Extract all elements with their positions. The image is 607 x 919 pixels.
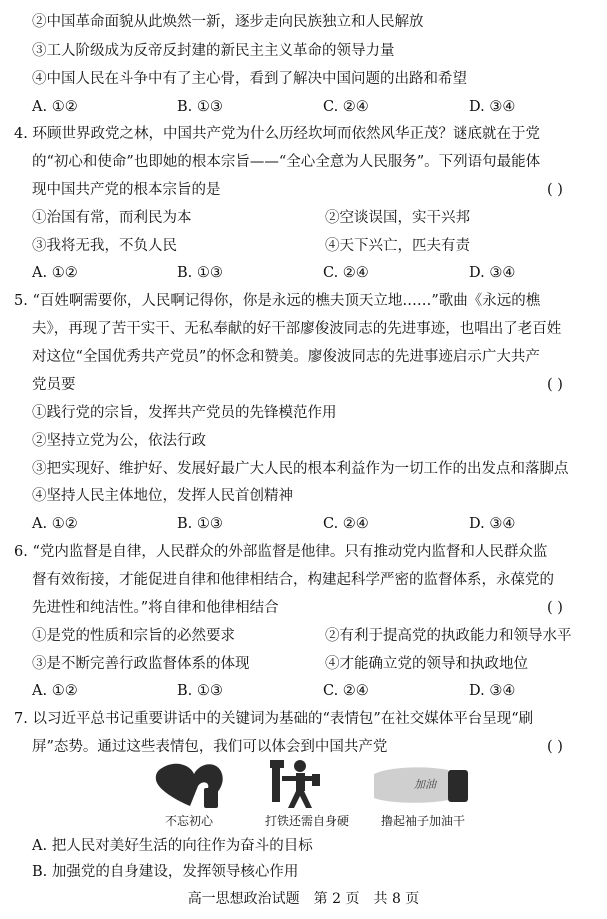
q4-statement-1: ①治国有常，而利民为本 (32, 210, 192, 226)
q6-stem-line3: 先进性和纯洁性。”将自律和他律相结合 (32, 600, 279, 616)
q5-option-a[interactable]: A. ①② (32, 516, 78, 532)
q4-statement-3: ③我将无我，不负人民 (32, 238, 177, 254)
q5-stem-line3: 对这位“全国优秀共产党员”的怀念和赞美。廖俊波同志的先进事迹启示广大共产 (32, 349, 540, 365)
q7-answer-blank[interactable]: ( ) (547, 739, 563, 755)
sleeve-text: 加油 (414, 778, 436, 791)
q5-options (32, 514, 592, 534)
q4-option-b[interactable]: B. ①③ (177, 265, 223, 281)
q6-stem-line1: 6. “党内监督是自律，人民群众的外部监督是他律。只有推动党内监督和人民群众监 (14, 544, 548, 560)
q4-stem-line1: 4. 环顾世界政党之林，中国共产党为什么历经坎坷而依然风华正茂？谜底就在于党 (14, 126, 540, 142)
q4-option-a[interactable]: A. ①② (32, 265, 78, 281)
q7-option-b[interactable]: B. 加强党的自身建设，发挥领导核心作用 (32, 864, 299, 880)
q4-options (32, 263, 592, 283)
q5-answer-blank[interactable]: ( ) (547, 377, 563, 393)
q3-option-c[interactable]: C. ②④ (323, 99, 369, 115)
q4-option-c[interactable]: C. ②④ (323, 265, 369, 281)
sleeve-icon-label: 撸起袖子加油干 (381, 814, 466, 828)
q6-stem-line2: 督有效衔接，才能促进自律和他律相结合，构建起科学严密的监督体系，永葆党的 (32, 572, 554, 588)
q4-answer-blank[interactable]: ( ) (547, 182, 563, 198)
blacksmith-icon (268, 758, 328, 810)
heart-icon-label: 不忘初心 (165, 814, 214, 828)
heart-icon (150, 762, 230, 812)
q5-statement-4: ④坚持人民主体地位，发挥人民首创精神 (32, 488, 293, 504)
q6-statement-2: ②有利于提高党的执政能力和领导水平 (325, 628, 572, 644)
q6-answer-blank[interactable]: ( ) (547, 600, 563, 616)
q5-option-d[interactable]: D. ③④ (469, 516, 516, 532)
q3-option-a[interactable]: A. ①② (32, 99, 78, 115)
q7-stem-line1: 7. 以习近平总书记重要讲话中的关键词为基础的“表情包”在社交媒体平台呈现“刷 (14, 711, 534, 727)
q5-stem-line4: 党员要 (32, 377, 76, 393)
q3-option-d[interactable]: D. ③④ (469, 99, 516, 115)
q6-option-c[interactable]: C. ②④ (323, 683, 369, 699)
q3-statement-4: ④中国人民在斗争中有了主心骨，看到了解决中国问题的出路和希望 (32, 71, 467, 87)
q6-option-d[interactable]: D. ③④ (469, 683, 516, 699)
q5-option-b[interactable]: B. ①③ (177, 516, 223, 532)
q6-option-b[interactable]: B. ①③ (177, 683, 223, 699)
q7-stem-line2: 屏”态势。通过这些表情包，我们可以体会到中国共产党 (32, 739, 388, 755)
q4-statement-2: ②空谈误国，实干兴邦 (325, 210, 470, 226)
q5-statement-2: ②坚持立党为公，依法行政 (32, 433, 206, 449)
q3-options (32, 97, 592, 117)
page-footer: 高一思想政治试题 第 2 页 共 8 页 (187, 891, 420, 907)
q6-option-a[interactable]: A. ①② (32, 683, 78, 699)
q4-statement-4: ④天下兴亡，匹夫有责 (325, 238, 470, 254)
q6-statement-1: ①是党的性质和宗旨的必然要求 (32, 628, 235, 644)
q5-stem-line2: 夫》，再现了苦干实干、无私奉献的好干部廖俊波同志的先进事迹，也唱出了老百姓 (32, 321, 562, 337)
q6-options (32, 681, 592, 701)
q3-statement-3: ③工人阶级成为反帝反封建的新民主主义革命的领导力量 (32, 43, 395, 59)
q3-option-b[interactable]: B. ①③ (177, 99, 223, 115)
q4-stem-line2: 的“初心和使命”也即她的根本宗旨——“全心全意为人民服务”。下列语句最能体 (32, 154, 541, 170)
q6-statement-4: ④才能确立党的领导和执政地位 (325, 656, 528, 672)
rolled-sleeve-icon (370, 764, 472, 806)
q5-option-c[interactable]: C. ②④ (323, 516, 369, 532)
q6-statement-3: ③是不断完善行政监督体系的体现 (32, 656, 250, 672)
q7-option-a[interactable]: A. 把人民对美好生活的向往作为奋斗的目标 (32, 838, 313, 854)
q5-stem-line1: 5. “百姓啊需要你，人民啊记得你，你是永远的樵夫顶天立地……”歌曲《永远的樵 (14, 293, 541, 309)
q4-option-d[interactable]: D. ③④ (469, 265, 516, 281)
q5-statement-3: ③把实现好、维护好、发展好最广大人民的根本利益作为一切工作的出发点和落脚点 (32, 461, 569, 477)
q4-stem-line3: 现中国共产党的根本宗旨的是 (32, 182, 221, 198)
blacksmith-icon-label: 打铁还需自身硬 (265, 814, 350, 828)
q3-statement-2: ②中国革命面貌从此焕然一新，逐步走向民族独立和人民解放 (32, 14, 424, 30)
q5-statement-1: ①践行党的宗旨，发挥共产党员的先锋模范作用 (32, 405, 337, 421)
